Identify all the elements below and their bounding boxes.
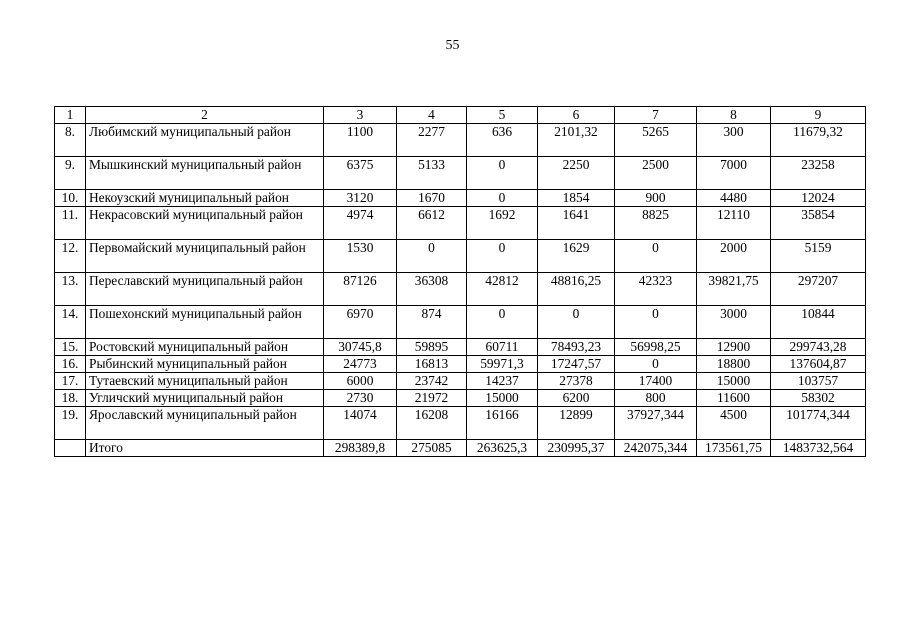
page-number: 55 — [445, 38, 460, 53]
data-table — [54, 106, 866, 457]
value-cell: 275085 — [397, 439, 467, 456]
value-cell: 7000 — [697, 156, 771, 189]
value-cell: 14074 — [324, 406, 397, 439]
value-cell: 12899 — [538, 406, 615, 439]
value-cell: 874 — [397, 305, 467, 338]
value-cell: 8825 — [615, 206, 697, 239]
table-row — [55, 239, 866, 272]
column-header: 2 — [86, 107, 324, 124]
value-cell: 137604,87 — [771, 355, 866, 372]
value-cell: 636 — [467, 123, 538, 156]
value-cell: 0 — [615, 355, 697, 372]
value-cell: 42323 — [615, 272, 697, 305]
district-name: Некоузский муниципальный район — [86, 189, 324, 206]
row-number: 13. — [55, 272, 86, 305]
district-name: Тутаевский муниципальный район — [86, 372, 324, 389]
value-cell: 0 — [467, 305, 538, 338]
value-cell: 298389,8 — [324, 439, 397, 456]
district-name: Мышкинский муниципальный район — [86, 156, 324, 189]
value-cell: 0 — [538, 305, 615, 338]
table-header-row — [55, 107, 866, 124]
table-row — [55, 206, 866, 239]
district-name: Ярославский муниципальный район — [86, 406, 324, 439]
district-name: Первомайский муниципальный район — [86, 239, 324, 272]
value-cell: 78493,23 — [538, 338, 615, 355]
value-cell: 297207 — [771, 272, 866, 305]
value-cell: 1641 — [538, 206, 615, 239]
row-number: 16. — [55, 355, 86, 372]
value-cell: 18800 — [697, 355, 771, 372]
value-cell: 230995,37 — [538, 439, 615, 456]
district-name: Переславский муниципальный район — [86, 272, 324, 305]
value-cell: 1670 — [397, 189, 467, 206]
row-number: 9. — [55, 156, 86, 189]
table-row — [55, 355, 866, 372]
value-cell: 2000 — [697, 239, 771, 272]
value-cell: 60711 — [467, 338, 538, 355]
value-cell: 2250 — [538, 156, 615, 189]
row-number: 18. — [55, 389, 86, 406]
district-name: Пошехонский муниципальный район — [86, 305, 324, 338]
value-cell: 6000 — [324, 372, 397, 389]
value-cell: 263625,3 — [467, 439, 538, 456]
table-row — [55, 372, 866, 389]
row-number — [55, 439, 86, 456]
value-cell: 1100 — [324, 123, 397, 156]
value-cell: 30745,8 — [324, 338, 397, 355]
value-cell: 1692 — [467, 206, 538, 239]
value-cell: 1530 — [324, 239, 397, 272]
value-cell: 10844 — [771, 305, 866, 338]
table-row — [55, 338, 866, 355]
value-cell: 39821,75 — [697, 272, 771, 305]
value-cell: 56998,25 — [615, 338, 697, 355]
value-cell: 17247,57 — [538, 355, 615, 372]
value-cell: 87126 — [324, 272, 397, 305]
value-cell: 242075,344 — [615, 439, 697, 456]
value-cell: 300 — [697, 123, 771, 156]
value-cell: 2500 — [615, 156, 697, 189]
column-header: 3 — [324, 107, 397, 124]
table-row — [55, 272, 866, 305]
value-cell: 0 — [397, 239, 467, 272]
value-cell: 59971,3 — [467, 355, 538, 372]
value-cell: 5265 — [615, 123, 697, 156]
value-cell: 16208 — [397, 406, 467, 439]
district-name: Итого — [86, 439, 324, 456]
row-number: 12. — [55, 239, 86, 272]
value-cell: 103757 — [771, 372, 866, 389]
value-cell: 0 — [467, 239, 538, 272]
value-cell: 15000 — [697, 372, 771, 389]
value-cell: 1854 — [538, 189, 615, 206]
value-cell: 2277 — [397, 123, 467, 156]
value-cell: 5133 — [397, 156, 467, 189]
value-cell: 42812 — [467, 272, 538, 305]
value-cell: 11679,32 — [771, 123, 866, 156]
value-cell: 6200 — [538, 389, 615, 406]
district-name: Ростовский муниципальный район — [86, 338, 324, 355]
value-cell: 12110 — [697, 206, 771, 239]
value-cell: 58302 — [771, 389, 866, 406]
value-cell: 59895 — [397, 338, 467, 355]
row-number: 15. — [55, 338, 86, 355]
value-cell: 5159 — [771, 239, 866, 272]
value-cell: 27378 — [538, 372, 615, 389]
value-cell: 4480 — [697, 189, 771, 206]
district-name: Некрасовский муниципальный район — [86, 206, 324, 239]
value-cell: 4974 — [324, 206, 397, 239]
value-cell: 14237 — [467, 372, 538, 389]
value-cell: 37927,344 — [615, 406, 697, 439]
value-cell: 15000 — [467, 389, 538, 406]
value-cell: 800 — [615, 389, 697, 406]
value-cell: 12024 — [771, 189, 866, 206]
district-name: Угличский муниципальный район — [86, 389, 324, 406]
column-header: 7 — [615, 107, 697, 124]
value-cell: 2101,32 — [538, 123, 615, 156]
value-cell: 35854 — [771, 206, 866, 239]
table-row — [55, 305, 866, 338]
value-cell: 1483732,564 — [771, 439, 866, 456]
value-cell: 299743,28 — [771, 338, 866, 355]
table-row — [55, 406, 866, 439]
row-number: 14. — [55, 305, 86, 338]
value-cell: 16166 — [467, 406, 538, 439]
row-number: 11. — [55, 206, 86, 239]
value-cell: 0 — [467, 189, 538, 206]
value-cell: 173561,75 — [697, 439, 771, 456]
district-name: Рыбинский муниципальный район — [86, 355, 324, 372]
district-name: Любимский муниципальный район — [86, 123, 324, 156]
column-header: 5 — [467, 107, 538, 124]
column-header: 4 — [397, 107, 467, 124]
value-cell: 17400 — [615, 372, 697, 389]
table-row — [55, 123, 866, 156]
value-cell: 16813 — [397, 355, 467, 372]
table-row — [55, 189, 866, 206]
value-cell: 12900 — [697, 338, 771, 355]
value-cell: 1629 — [538, 239, 615, 272]
column-header: 8 — [697, 107, 771, 124]
value-cell: 21972 — [397, 389, 467, 406]
value-cell: 900 — [615, 189, 697, 206]
value-cell: 24773 — [324, 355, 397, 372]
total-row — [55, 439, 866, 456]
value-cell: 2730 — [324, 389, 397, 406]
value-cell: 23258 — [771, 156, 866, 189]
table-row — [55, 389, 866, 406]
table-row — [55, 156, 866, 189]
row-number: 10. — [55, 189, 86, 206]
value-cell: 0 — [615, 305, 697, 338]
row-number: 17. — [55, 372, 86, 389]
column-header: 6 — [538, 107, 615, 124]
value-cell: 4500 — [697, 406, 771, 439]
value-cell: 101774,344 — [771, 406, 866, 439]
value-cell: 36308 — [397, 272, 467, 305]
row-number: 8. — [55, 123, 86, 156]
value-cell: 6970 — [324, 305, 397, 338]
value-cell: 0 — [615, 239, 697, 272]
column-header: 9 — [771, 107, 866, 124]
value-cell: 48816,25 — [538, 272, 615, 305]
value-cell: 6375 — [324, 156, 397, 189]
value-cell: 3000 — [697, 305, 771, 338]
value-cell: 23742 — [397, 372, 467, 389]
value-cell: 11600 — [697, 389, 771, 406]
value-cell: 0 — [467, 156, 538, 189]
column-header: 1 — [55, 107, 86, 124]
value-cell: 6612 — [397, 206, 467, 239]
value-cell: 3120 — [324, 189, 397, 206]
row-number: 19. — [55, 406, 86, 439]
